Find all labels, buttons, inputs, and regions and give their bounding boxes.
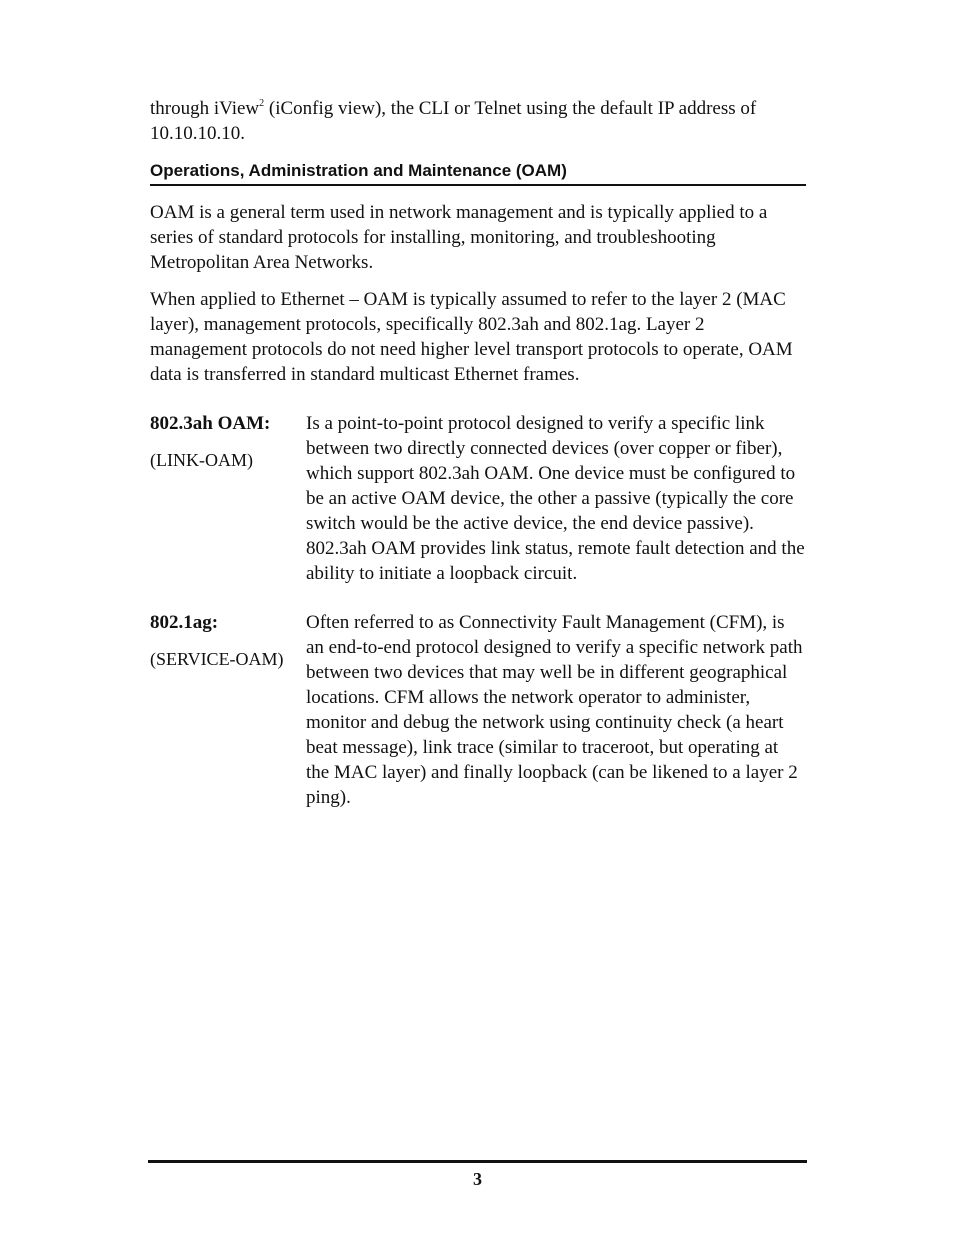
footer-divider xyxy=(148,1160,807,1163)
page-number: 3 xyxy=(473,1169,482,1189)
definition-description: Often referred to as Connectivity Fault Management (CFM), is an end-to-end protocol designed to verify a specific network path between two devices that may well be in different geographical locations. CFM allows the network operator to administer, monitor and debug the network using continuity check (a heart beat message), link trace (similar to traceroot, but operating at the MAC layer) and finally loopback (can be likened to a layer 2 ping). xyxy=(306,612,803,808)
footnote-marker: 2 xyxy=(259,98,265,109)
definition-term: 802.3ah OAM: xyxy=(150,413,271,434)
definition-term: 802.1ag: xyxy=(150,612,219,633)
definition-term-block xyxy=(150,411,306,586)
section-heading: Operations, Administration and Maintenance (OAM) xyxy=(150,161,567,180)
intro-text-continued: (iConfig view), the CLI or Telnet using the default IP address of 10.10.10.10. xyxy=(150,98,757,144)
section-heading-block xyxy=(150,160,806,186)
intro-text: through iView xyxy=(150,98,260,119)
definition-row xyxy=(150,610,806,810)
intro-paragraph xyxy=(150,96,806,146)
body-paragraph: OAM is a general term used in network management and is typically applied to a series of standard protocols for installing, monitoring, and troubleshooting Metropolitan Area Networks. xyxy=(150,202,768,273)
definition-list xyxy=(150,411,806,810)
definition-subterm: (LINK-OAM) xyxy=(150,450,253,470)
body-paragraph: When applied to Ethernet – OAM is typically assumed to refer to the layer 2 (MAC layer), management protocols, specifically 802.3ah and 802.1ag. Layer 2 management protocols do not need higher level transport protocols to operate, OAM data is transferred in standard multicast Ethernet frames. xyxy=(150,289,793,385)
document-page xyxy=(150,96,806,834)
definition-subterm: (SERVICE-OAM) xyxy=(150,649,284,669)
definition-row xyxy=(150,411,806,586)
definition-term-block xyxy=(150,610,306,810)
definition-description: Is a point-to-point protocol designed to verify a specific link between two directly connected devices (over copper or fiber), which support 802.3ah OAM. One device must be configured to be an active OAM device, the other a passive (typically the core switch would be the active device, the end device passive). 802.3ah OAM provides link status, remote fault detection and the ability to initiate a loopback circuit. xyxy=(306,413,805,584)
